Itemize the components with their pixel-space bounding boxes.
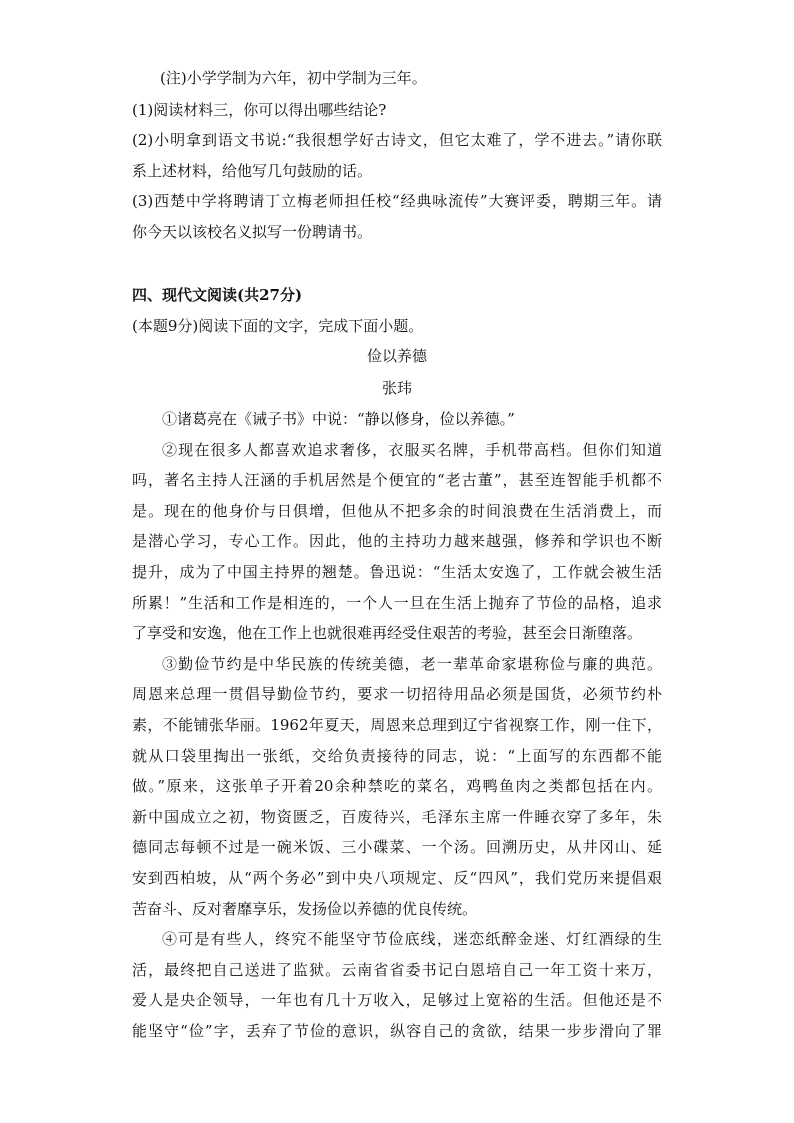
question-3-line-1: (3)西楚中学将聘请丁立梅老师担任校“经典咏流传”大赛评委，聘期三年。请 <box>132 192 662 210</box>
paragraph-3-line: 周恩来总理一贯倡导勤俭节约，要求一切招待用品必须是国货，必须节约朴 <box>132 685 662 704</box>
section-heading: 四、现代文阅读(共27分) <box>132 286 303 304</box>
article-author: 张玮 <box>381 379 412 397</box>
paragraph-3-line: 做。”原来，这张单子开着20余种禁吃的菜名，鸡鸭鱼肉之类都包括在内。 <box>132 777 662 796</box>
paragraph-3-line: 新中国成立之初，物资匮乏，百废待兴，毛泽东主席一件睡衣穿了多年，朱 <box>132 807 662 826</box>
paragraph-2-line: 是潜心学习，专心工作。因此，他的主持功力越来越强，修养和学识也不断 <box>132 532 662 551</box>
paragraph-2-line: 了享受和安逸，他在工作上也就很难再经受住艰苦的考验，甚至会日渐堕落。 <box>132 624 643 643</box>
paragraph-2-line: 提升，成为了中国主持界的翘楚。鲁迅说：“生活太安逸了，工作就会被生活 <box>132 563 662 581</box>
paragraph-2-line: ②现在很多人都喜欢追求奢侈，衣服买名牌，手机带高档。但你们知道 <box>162 440 662 459</box>
article-title: 俭以养德 <box>366 347 427 365</box>
section-instruction: (本题9分)阅读下面的文字，完成下面小题。 <box>132 317 424 335</box>
paragraph-3-line: 安到西柏坡，从“两个务必”到中央八项规定、反“四风”，我们党历来提倡艰 <box>132 869 662 887</box>
question-2-line-2: 系上述材料，给他写几句鼓励的话。 <box>132 162 373 180</box>
paragraph-1-line: ①诸葛亮在《诫子书》中说：“静以修身，俭以养德。” <box>162 410 515 428</box>
paragraph-3-line: 苦奋斗、反对奢靡享乐，发扬俭以养德的优良传统。 <box>132 899 478 918</box>
question-3-line-2: 你今天以该校名义拟写一份聘请书。 <box>132 223 373 241</box>
paragraph-3-line: 素，不能铺张华丽。1962年夏天，周恩来总理到辽宁省视察工作，刚一住下， <box>132 716 662 734</box>
paragraph-4-line: 爱人是央企领导，一年也有几十万收入，足够过上宽裕的生活。但他还是不 <box>132 991 662 1010</box>
paragraph-2-line: 是。现在的他身价与日俱增，但他从不把多余的时间浪费在生活消费上，而 <box>132 501 662 520</box>
paragraph-3-line: ③勤俭节约是中华民族的传统美德，老一辈革命家堪称俭与廉的典范。 <box>162 654 662 673</box>
paragraph-2-line: 所累！”生活和工作是相连的，一个人一旦在生活上抛弃了节俭的品格，追求 <box>132 593 662 612</box>
note-line: (注)小学学制为六年，初中学制为三年。 <box>160 69 427 87</box>
paragraph-3-line: 德同志每顿不过是一碗米饭、三小碟菜、一个汤。回溯历史，从井冈山、延 <box>132 838 662 857</box>
question-1: (1)阅读材料三，你可以得出哪些结论? <box>132 101 387 119</box>
paragraph-3-line: 就从口袋里掏出一张纸，交给负责接待的同志，说：“上面写的东西都不能 <box>132 746 662 765</box>
paragraph-4-line: 活，最终把自己送进了监狱。云南省省委书记白恩培自己一年工资十来万， <box>132 960 662 979</box>
paragraph-4-line: ④可是有些人，终究不能坚守节俭底线，迷恋纸醉金迷、灯红酒绿的生 <box>162 930 662 949</box>
question-2-line-1: (2)小明拿到语文书说:“我很想学好古诗文，但它太难了，学不进去。”请你联 <box>132 131 662 149</box>
paragraph-4-line: 能坚守“俭”字，丢弃了节俭的意识，纵容自己的贪欲，结果一步步滑向了罪 <box>132 1022 662 1040</box>
paragraph-2-line: 吗，著名主持人汪涵的手机居然是个便宜的“老古董”，甚至连智能手机都不 <box>132 471 662 490</box>
